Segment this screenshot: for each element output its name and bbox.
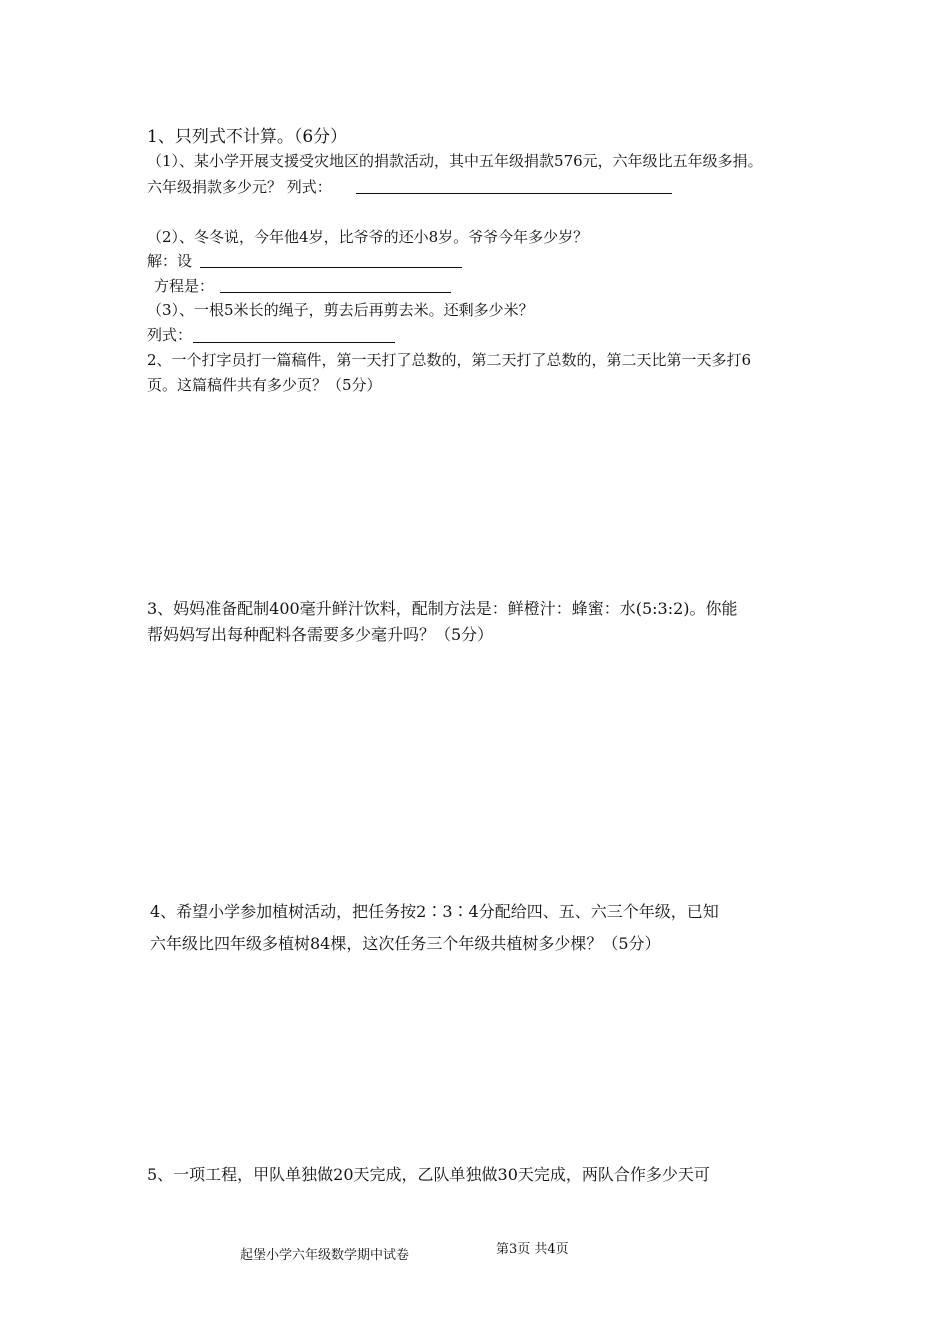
- section4-line1: 4、希望小学参加植树活动，把任务按2∶3∶4分配给四、五、六三个年级，已知: [150, 902, 719, 921]
- answer-blank-q3: [193, 342, 395, 343]
- question3-line1: （3）、一根5米长的绳子，剪去后再剪去米。还剩多少米？: [147, 301, 534, 319]
- section2-line1: 2、一个打字员打一篇稿件，第一天打了总数的，第二天打了总数的，第二天比第一天多打6: [147, 351, 752, 369]
- question1-line2: 六年级捐款多少元？ 列式：: [147, 178, 332, 196]
- answer-blank-q1: [356, 193, 672, 194]
- question2-equation-label: 方程是：: [154, 277, 215, 295]
- section5-line1: 5、一项工程，甲队单独做20天完成，乙队单独做30天完成，两队合作多少天可: [147, 1165, 710, 1184]
- answer-blank-q2-equation: [220, 292, 451, 293]
- footer-exam-title: 起堡小学六年级数学期中试卷: [240, 1248, 410, 1263]
- footer-page-number: 第3页 共4页: [496, 1242, 569, 1257]
- section1-heading: 1、只列式不计算。（6分）: [147, 127, 348, 147]
- question2-line1: （2）、冬冬说，今年他4岁，比爷爷的还小8岁。爷爷今年多少岁？: [147, 228, 589, 246]
- section2-line2: 页。这篇稿件共有多少页？（5分）: [147, 376, 382, 394]
- section3-line2: 帮妈妈写出每种配料各需要多少毫升吗？（5分）: [147, 625, 494, 644]
- section4-line2: 六年级比四年级多植树84棵，这次任务三个年级共植树多少棵？（5分）: [150, 934, 661, 953]
- question2-solve-label: 解：设: [147, 252, 193, 270]
- question3-formula-label: 列式：: [147, 326, 193, 344]
- section3-line1: 3、妈妈准备配制400毫升鲜汁饮料，配制方法是：鲜橙汁：蜂蜜：水(5:3:2)。你能: [147, 599, 738, 618]
- answer-blank-q2-solve: [200, 267, 462, 268]
- question1-line1: （1）、某小学开展支援受灾地区的捐款活动，其中五年级捐款576元，六年级比五年级多捐。: [147, 152, 763, 170]
